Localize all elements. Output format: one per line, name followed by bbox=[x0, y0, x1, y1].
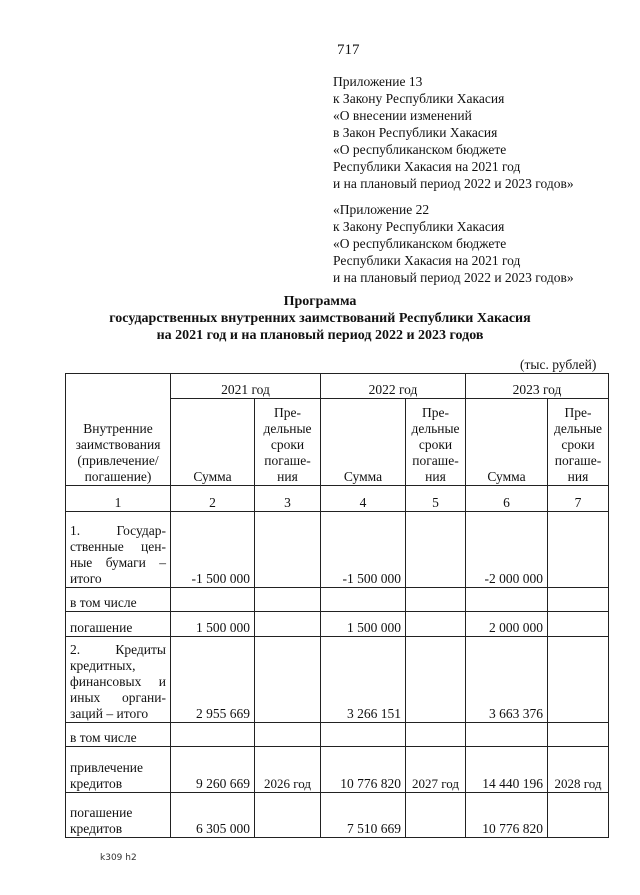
cell-value bbox=[406, 512, 466, 588]
header-term: Пре- дельные сроки погаше- ния bbox=[548, 399, 609, 486]
cell-value: 2 955 669 bbox=[171, 637, 255, 723]
cell-value bbox=[255, 793, 321, 838]
units-label: (тыс. рублей) bbox=[520, 357, 597, 372]
cell-value: 2026 год bbox=[255, 747, 321, 793]
cell-value bbox=[255, 637, 321, 723]
column-number: 6 bbox=[466, 486, 548, 512]
appendix-line: «О республиканском бюджете bbox=[333, 236, 507, 251]
page-number: 717 bbox=[337, 42, 360, 58]
row-label: погашение bbox=[66, 612, 171, 637]
footer-code: k309 h2 bbox=[100, 853, 137, 863]
header-borrowings: Внутренние заимствования (привлечение/ погашение) bbox=[66, 374, 171, 486]
row-label: привлечение кредитов bbox=[66, 747, 171, 793]
cell-value: 1 500 000 bbox=[321, 612, 406, 637]
cell-value: 10 776 820 bbox=[321, 747, 406, 793]
cell-value bbox=[171, 588, 255, 612]
cell-value: 9 260 669 bbox=[171, 747, 255, 793]
cell-value bbox=[548, 793, 609, 838]
title-line: на 2021 год и на плановый период 2022 и 2023 годов bbox=[156, 328, 484, 343]
header-term: Пре- дельные сроки погаше- ния bbox=[406, 399, 466, 486]
column-number: 1 bbox=[66, 486, 171, 512]
cell-value bbox=[548, 723, 609, 747]
cell-value: 10 776 820 bbox=[466, 793, 548, 838]
row-label: погашение кредитов bbox=[66, 793, 171, 838]
column-number: 7 bbox=[548, 486, 609, 512]
column-number: 2 bbox=[171, 486, 255, 512]
header-sum: Сумма bbox=[466, 399, 548, 486]
cell-value bbox=[321, 588, 406, 612]
appendix-line: «О внесении изменений bbox=[333, 108, 472, 123]
cell-value bbox=[466, 723, 548, 747]
cell-value bbox=[406, 793, 466, 838]
cell-value: -1 500 000 bbox=[321, 512, 406, 588]
cell-value: 3 266 151 bbox=[321, 637, 406, 723]
header-sum: Сумма bbox=[321, 399, 406, 486]
title-line: Программа bbox=[283, 294, 357, 309]
cell-value bbox=[406, 637, 466, 723]
table-row bbox=[66, 747, 609, 793]
table-row bbox=[66, 512, 609, 588]
row-label: 1. Государ- ственные цен- ные бумаги – итого bbox=[66, 512, 171, 588]
appendix-line: Республики Хакасия на 2021 год bbox=[333, 253, 521, 268]
appendix-line: Республики Хакасия на 2021 год bbox=[333, 159, 521, 174]
cell-value: 14 440 196 bbox=[466, 747, 548, 793]
appendix-line: «О республиканском бюджете bbox=[333, 142, 507, 157]
cell-value: 7 510 669 bbox=[321, 793, 406, 838]
appendix-line: Приложение 13 bbox=[333, 74, 423, 89]
cell-value: 2027 год bbox=[406, 747, 466, 793]
cell-value: 2 000 000 bbox=[466, 612, 548, 637]
table-row bbox=[66, 637, 609, 723]
cell-value: 6 305 000 bbox=[171, 793, 255, 838]
document-title bbox=[0, 293, 640, 344]
appendix-line: и на плановый период 2022 и 2023 годов» bbox=[333, 176, 574, 191]
cell-value: 1 500 000 bbox=[171, 612, 255, 637]
appendix-line: к Закону Республики Хакасия bbox=[333, 219, 505, 234]
cell-value: 3 663 376 bbox=[466, 637, 548, 723]
cell-value bbox=[406, 723, 466, 747]
header-year-2023: 2023 год bbox=[466, 374, 609, 399]
row-label: в том числе bbox=[66, 588, 171, 612]
appendix-22-header bbox=[333, 201, 574, 286]
cell-value bbox=[171, 723, 255, 747]
cell-value bbox=[255, 723, 321, 747]
row-label: в том числе bbox=[66, 723, 171, 747]
cell-value: -1 500 000 bbox=[171, 512, 255, 588]
header-sum: Сумма bbox=[171, 399, 255, 486]
cell-value bbox=[321, 723, 406, 747]
cell-value bbox=[406, 588, 466, 612]
table-row bbox=[66, 588, 609, 612]
table-row bbox=[66, 723, 609, 747]
column-number: 4 bbox=[321, 486, 406, 512]
cell-value bbox=[255, 588, 321, 612]
row-label: 2. Кредиты кредитных, финансовых и иных органи- заций – итого bbox=[66, 637, 171, 723]
cell-value bbox=[406, 612, 466, 637]
appendix-line: и на плановый период 2022 и 2023 годов» bbox=[333, 270, 574, 285]
cell-value bbox=[548, 637, 609, 723]
appendix-line: к Закону Республики Хакасия bbox=[333, 91, 505, 106]
appendix-13-header bbox=[333, 73, 574, 192]
cell-value: -2 000 000 bbox=[466, 512, 548, 588]
header-year-2022: 2022 год bbox=[321, 374, 466, 399]
borrowing-program-table bbox=[65, 373, 609, 838]
cell-value: 2028 год bbox=[548, 747, 609, 793]
cell-value bbox=[548, 612, 609, 637]
appendix-line: в Закон Республики Хакасия bbox=[333, 125, 498, 140]
column-number: 3 bbox=[255, 486, 321, 512]
table-row bbox=[66, 793, 609, 838]
title-line: государственных внутренних заимствований Республики Хакасия bbox=[109, 311, 531, 326]
cell-value bbox=[548, 512, 609, 588]
table-row bbox=[66, 612, 609, 637]
cell-value bbox=[548, 588, 609, 612]
cell-value bbox=[255, 512, 321, 588]
cell-value bbox=[255, 612, 321, 637]
cell-value bbox=[466, 588, 548, 612]
header-year-2021: 2021 год bbox=[171, 374, 321, 399]
appendix-line: «Приложение 22 bbox=[333, 202, 430, 217]
column-number: 5 bbox=[406, 486, 466, 512]
header-term: Пре- дельные сроки погаше- ния bbox=[255, 399, 321, 486]
